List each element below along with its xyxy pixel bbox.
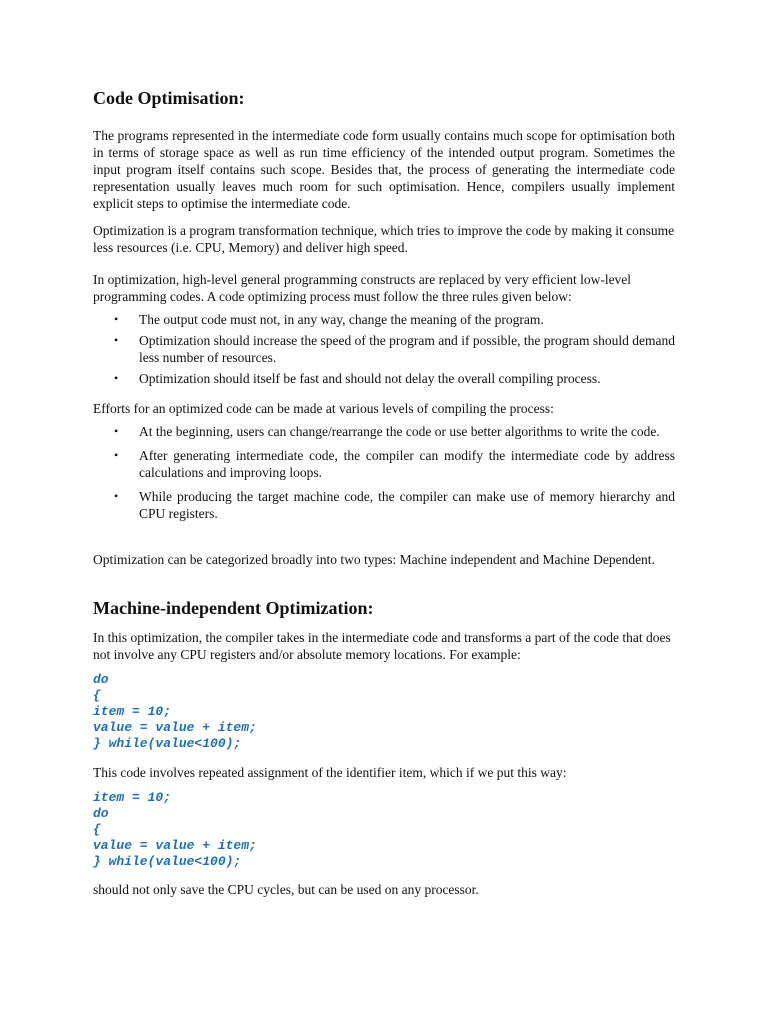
heading-machine-independent: Machine-independent Optimization: xyxy=(93,598,374,618)
bullet-glyph: • xyxy=(114,333,119,347)
bullet-glyph: • xyxy=(114,424,119,438)
level-text: At the beginning, users can change/rearrange the code or use better algorithms to write the code. xyxy=(139,424,660,439)
paragraph-repeated-assignment: This code involves repeated assignment of the identifier item, which if we put this way: xyxy=(93,765,567,780)
paragraph-rules-intro: In optimization, high-level general programming constructs are replaced by very efficient low-level programming codes. A code optimizing process must follow the three rules given below: xyxy=(93,272,632,304)
code-line: { xyxy=(93,822,101,837)
code-line: { xyxy=(93,688,101,703)
paragraph-mi-description: In this optimization, the compiler takes in the intermediate code and transforms a part of the code that does not involve any CPU registers and/or absolute memory locations. For example: xyxy=(93,630,671,662)
list-item xyxy=(93,447,675,481)
code-line: do xyxy=(93,806,109,821)
paragraph-types: Optimization can be categorized broadly into two types: Machine independent and Machine Dependent. xyxy=(93,552,655,567)
level-text: While producing the target machine code, the compiler can make use of memory hierarchy and CPU registers. xyxy=(139,489,675,521)
paragraph-definition: Optimization is a program transformation technique, which tries to improve the code by making it consume less resources (i.e. CPU, Memory) and deliver high speed. xyxy=(93,223,675,255)
bullet-glyph: • xyxy=(114,489,119,503)
rule-text: The output code must not, in any way, change the meaning of the program. xyxy=(139,312,544,327)
code-block-original xyxy=(93,672,257,752)
list-item xyxy=(93,370,675,387)
code-line: item = 10; xyxy=(93,790,172,805)
bullet-glyph: • xyxy=(114,371,119,385)
rule-text: Optimization should itself be fast and should not delay the overall compiling process. xyxy=(139,371,601,386)
list-item xyxy=(93,332,675,366)
rules-list xyxy=(93,311,675,387)
level-text: After generating intermediate code, the compiler can modify the intermediate code by address calculations and improving loops. xyxy=(139,448,675,480)
code-line: item = 10; xyxy=(93,704,172,719)
code-block-optimized xyxy=(93,790,257,870)
code-line: value = value + item; xyxy=(93,720,257,735)
code-line: value = value + item; xyxy=(93,838,257,853)
bullet-glyph: • xyxy=(114,448,119,462)
code-line: } while(value<100); xyxy=(93,736,242,751)
paragraph-conclusion: should not only save the CPU cycles, but can be used on any processor. xyxy=(93,882,479,897)
heading-code-optimisation: Code Optimisation: xyxy=(93,88,245,108)
list-item xyxy=(93,311,675,328)
bullet-glyph: • xyxy=(114,312,119,326)
code-line: do xyxy=(93,672,109,687)
rule-text: Optimization should increase the speed of the program and if possible, the program should demand less number of resources. xyxy=(139,333,675,365)
list-item xyxy=(93,423,675,440)
paragraph-levels-intro: Efforts for an optimized code can be made at various levels of compiling the process: xyxy=(93,401,554,416)
code-line: } while(value<100); xyxy=(93,854,242,869)
paragraph-intro: The programs represented in the intermediate code form usually contains much scope for optimisation both in terms of storage space as well as run time efficiency of the intended output program. Sometimes the input program itself contains such scope. Besides that, the process of generating the intermediate code representation usually leaves much room for such optimisation. Hence, compilers usually implement explicit steps to optimise the intermediate code. xyxy=(93,128,675,211)
levels-list xyxy=(93,423,675,522)
list-item xyxy=(93,488,675,522)
